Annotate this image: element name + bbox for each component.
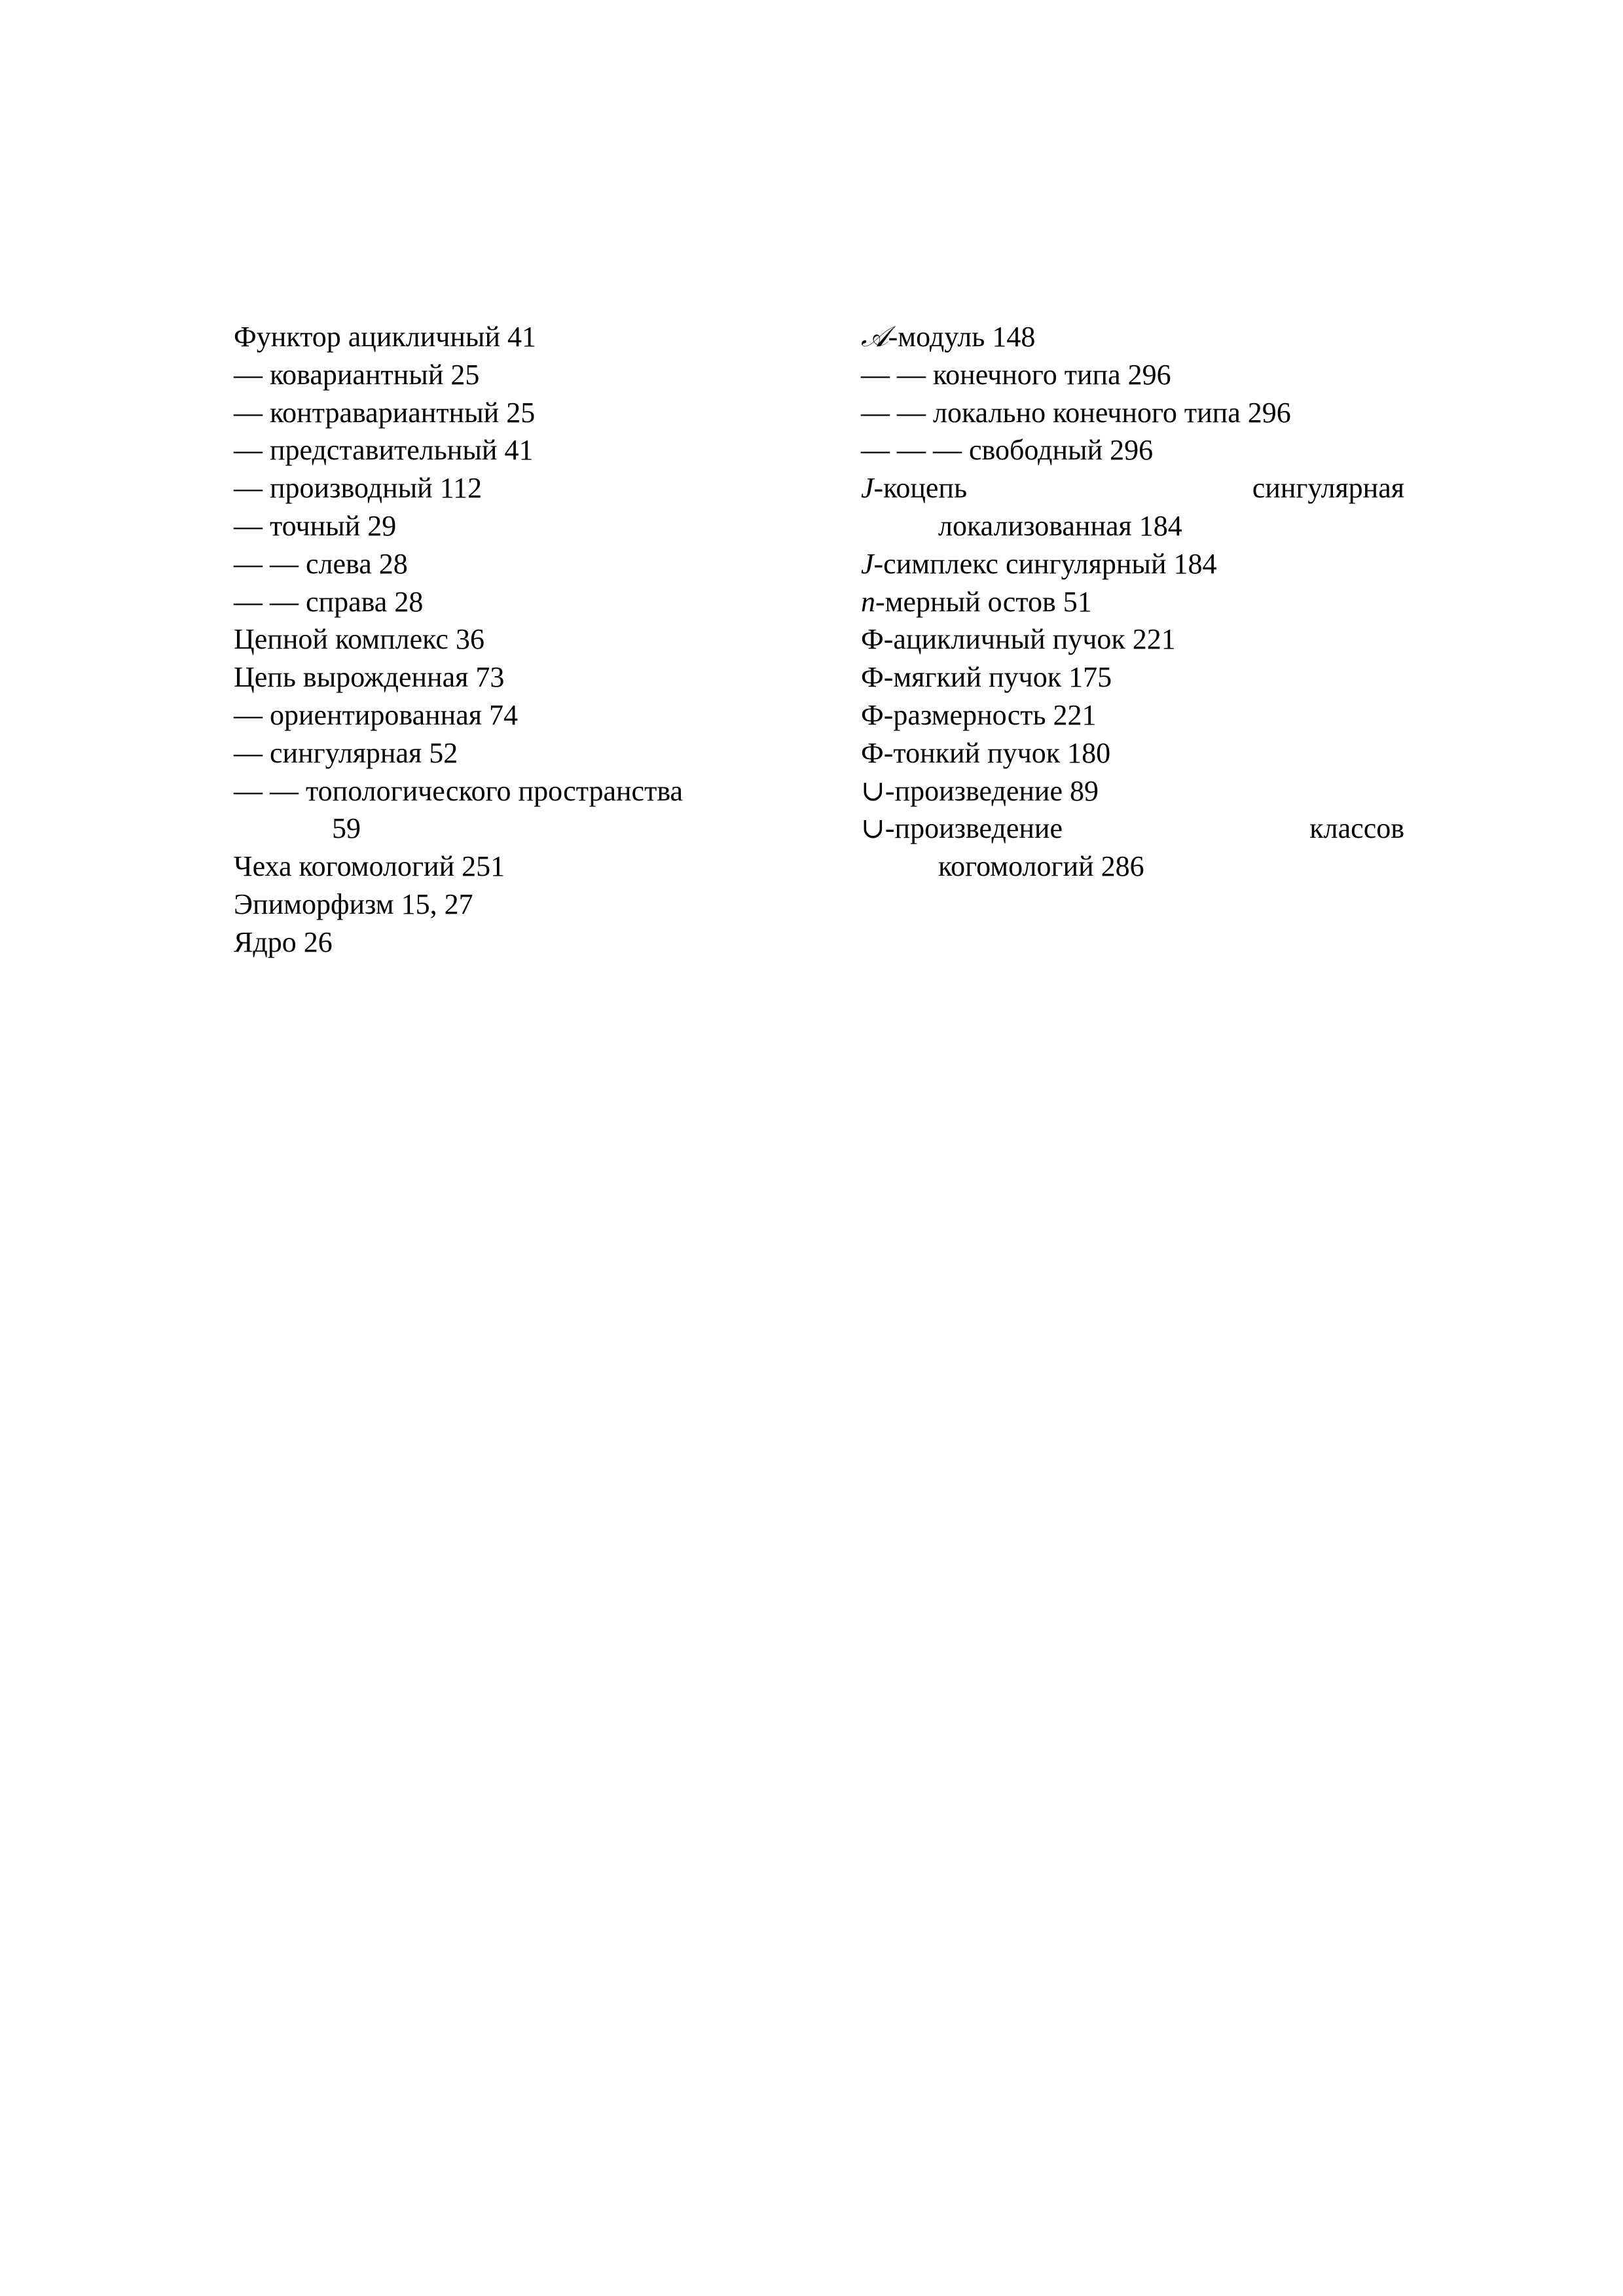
index-entry: — производный 112 bbox=[234, 472, 483, 505]
italic-prefix: J bbox=[861, 547, 874, 580]
index-entry: — ориентированная 74 bbox=[234, 698, 518, 731]
italic-prefix: n bbox=[861, 585, 875, 618]
index-entry: Цепь вырожденная 73 bbox=[234, 661, 505, 694]
index-entry-word bbox=[861, 810, 1063, 848]
index-entry: Ядро 26 bbox=[234, 925, 333, 958]
index-entry-word bbox=[861, 469, 967, 507]
index-entry: — — справа 28 bbox=[234, 585, 424, 618]
index-entry-line bbox=[861, 469, 1404, 507]
index-entry: Ф-мягкий пучок 175 bbox=[861, 661, 1112, 694]
index-entry: Ф-размерность 221 bbox=[861, 698, 1097, 731]
index-entry-text: -симплекс сингулярный 184 bbox=[873, 547, 1217, 580]
index-entry: — контравариантный 25 bbox=[234, 396, 536, 429]
index-entry-continuation: 59 bbox=[332, 812, 361, 845]
index-entry: — — локально конечного типа 296 bbox=[861, 396, 1291, 429]
index-entry: Ф-ацикличный пучок 221 bbox=[861, 623, 1176, 656]
index-entry-text: -коцепь bbox=[873, 472, 968, 505]
index-left-column bbox=[234, 318, 757, 961]
index-entry: Цепной комплекс 36 bbox=[234, 623, 484, 656]
index-entry-text: -модуль 148 bbox=[888, 321, 1036, 353]
index-entry-line: — — топологического пространства bbox=[234, 774, 684, 807]
index-entry: Ф-тонкий пучок 180 bbox=[861, 736, 1111, 769]
index-entry: — — конечного типа 296 bbox=[861, 358, 1171, 391]
index-entry: — ковариантный 25 bbox=[234, 358, 480, 391]
index-entry-text: -произведение 89 bbox=[884, 774, 1099, 807]
index-entry-text: -мерный остов 51 bbox=[875, 585, 1092, 618]
index-entry-word: сингулярная bbox=[1252, 472, 1404, 505]
index-entry: — точный 29 bbox=[234, 509, 397, 542]
index-entry-continuation: локализованная 184 bbox=[938, 509, 1182, 542]
index-entry bbox=[861, 545, 1404, 583]
index-entry-wrapped bbox=[861, 469, 1404, 545]
index-entry-line bbox=[861, 810, 1404, 848]
index-entry: Эпиморфизм 15, 27 bbox=[234, 888, 473, 920]
index-entry bbox=[861, 772, 1404, 810]
index-entry-continuation: когомологий 286 bbox=[938, 850, 1144, 883]
index-entry: — — — свободный 296 bbox=[861, 434, 1154, 467]
index-entry-wrapped bbox=[234, 772, 757, 848]
index-entry-wrapped bbox=[861, 810, 1404, 886]
index-entry-text: -произведение bbox=[884, 812, 1063, 845]
index-entry: Функтор ацикличный 41 bbox=[234, 321, 537, 353]
italic-prefix: J bbox=[861, 472, 874, 505]
index-entry: — представительный 41 bbox=[234, 434, 534, 467]
index-right-column bbox=[861, 318, 1404, 886]
index-entry: — сингулярная 52 bbox=[234, 736, 458, 769]
index-entry-word: классов bbox=[1309, 812, 1404, 845]
index-entry: — — слева 28 bbox=[234, 547, 408, 580]
script-a-symbol: 𝒜 bbox=[861, 320, 888, 353]
cup-symbol: ∪ bbox=[861, 774, 885, 807]
index-entry bbox=[861, 318, 1404, 356]
index-entry: Чеха когомологий 251 bbox=[234, 850, 505, 883]
index-entry bbox=[861, 583, 1404, 621]
cup-symbol: ∪ bbox=[861, 812, 885, 845]
